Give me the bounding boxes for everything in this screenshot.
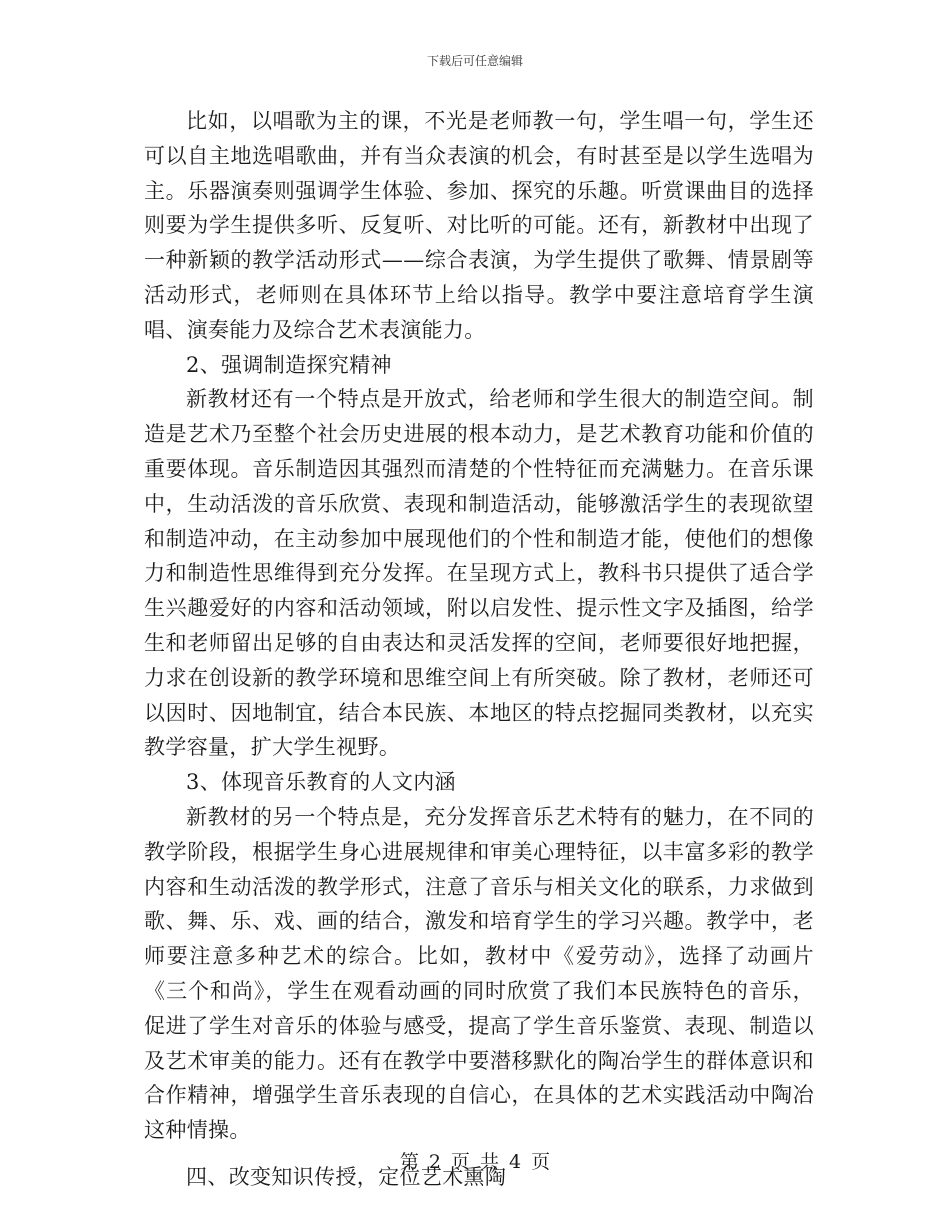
page-number-footer: 第 2 页 共 4 页 [399, 1151, 551, 1173]
page-header: 下载后可任意编辑 [426, 54, 523, 68]
section-heading-art-edification: 四、改变知识传授，定位艺术熏陶 [186, 1164, 507, 1189]
document-body [144, 104, 814, 1195]
section-heading-creativity: 2、强调制造探究精神 [186, 352, 392, 377]
paragraph-singing-lessons: 比如，以唱歌为主的课，不光是老师教一句，学生唱一句，学生还可以自主地选唱歌曲，并有当众表演的机会，有时甚至是以学生选唱为主。乐器演奏则强调学生体验、参加、探究的乐趣。听赏课曲目的选择则要为学生提供多听、反复听、对比听的可能。还有，新教材中出现了一种新颖的教学活动形式——综合表演，为学生提供了歌舞、情景剧等活动形式，老师则在具体环节上给以指导。教学中要注意培育学生演唱、演奏能力及综合艺术表演能力。 [144, 109, 814, 342]
paragraph-music-charm: 新教材的另一个特点是，充分发挥音乐艺术特有的魅力，在不同的教学阶段，根据学生身心进展规律和审美心理特征，以丰富多彩的教学内容和生动活泼的教学形式，注意了音乐与相关文化的联系，力求做到歌、舞、乐、戏、画的结合，激发和培育学生的学习兴趣。教学中，老师要注意多种艺术的综合。比如，教材中《爱劳动》，选择了动画片《三个和尚》，学生在观看动画的同时欣赏了我们本民族特色的音乐，促进了学生对音乐的体验与感受，提高了学生音乐鉴赏、表现、制造以及艺术审美的能力。还有在教学中要潜移默化的陶冶学生的群体意识和合作精神，增强学生音乐表现的自信心，在具体的艺术实践活动中陶冶这种情操。 [144, 804, 814, 1143]
paragraph-open-textbook: 新教材还有一个特点是开放式，给老师和学生很大的制造空间。制造是艺术乃至整个社会历史进展的根本动力，是艺术教育功能和价值的重要体现。音乐制造因其强烈而清楚的个性特征而充满魅力。在音乐课中，生动活泼的音乐欣赏、表现和制造活动，能够激活学生的表现欲望和制造冲动，在主动参加中展现他们的个性和制造才能，使他们的想像力和制造性思维得到充分发挥。在呈现方式上，教科书只提供了适合学生兴趣爱好的内容和活动领域，附以启发性、提示性文字及插图，给学生和老师留出足够的自由表达和灵活发挥的空间，老师要很好地把握，力求在创设新的教学环境和思维空间上有所突破。除了教材，老师还可以因时、因地制宜，结合本民族、本地区的特点挖掘同类教材，以充实教学容量，扩大学生视野。 [144, 387, 814, 760]
section-heading-humanities: 3、体现音乐教育的人文内涵 [186, 770, 456, 795]
